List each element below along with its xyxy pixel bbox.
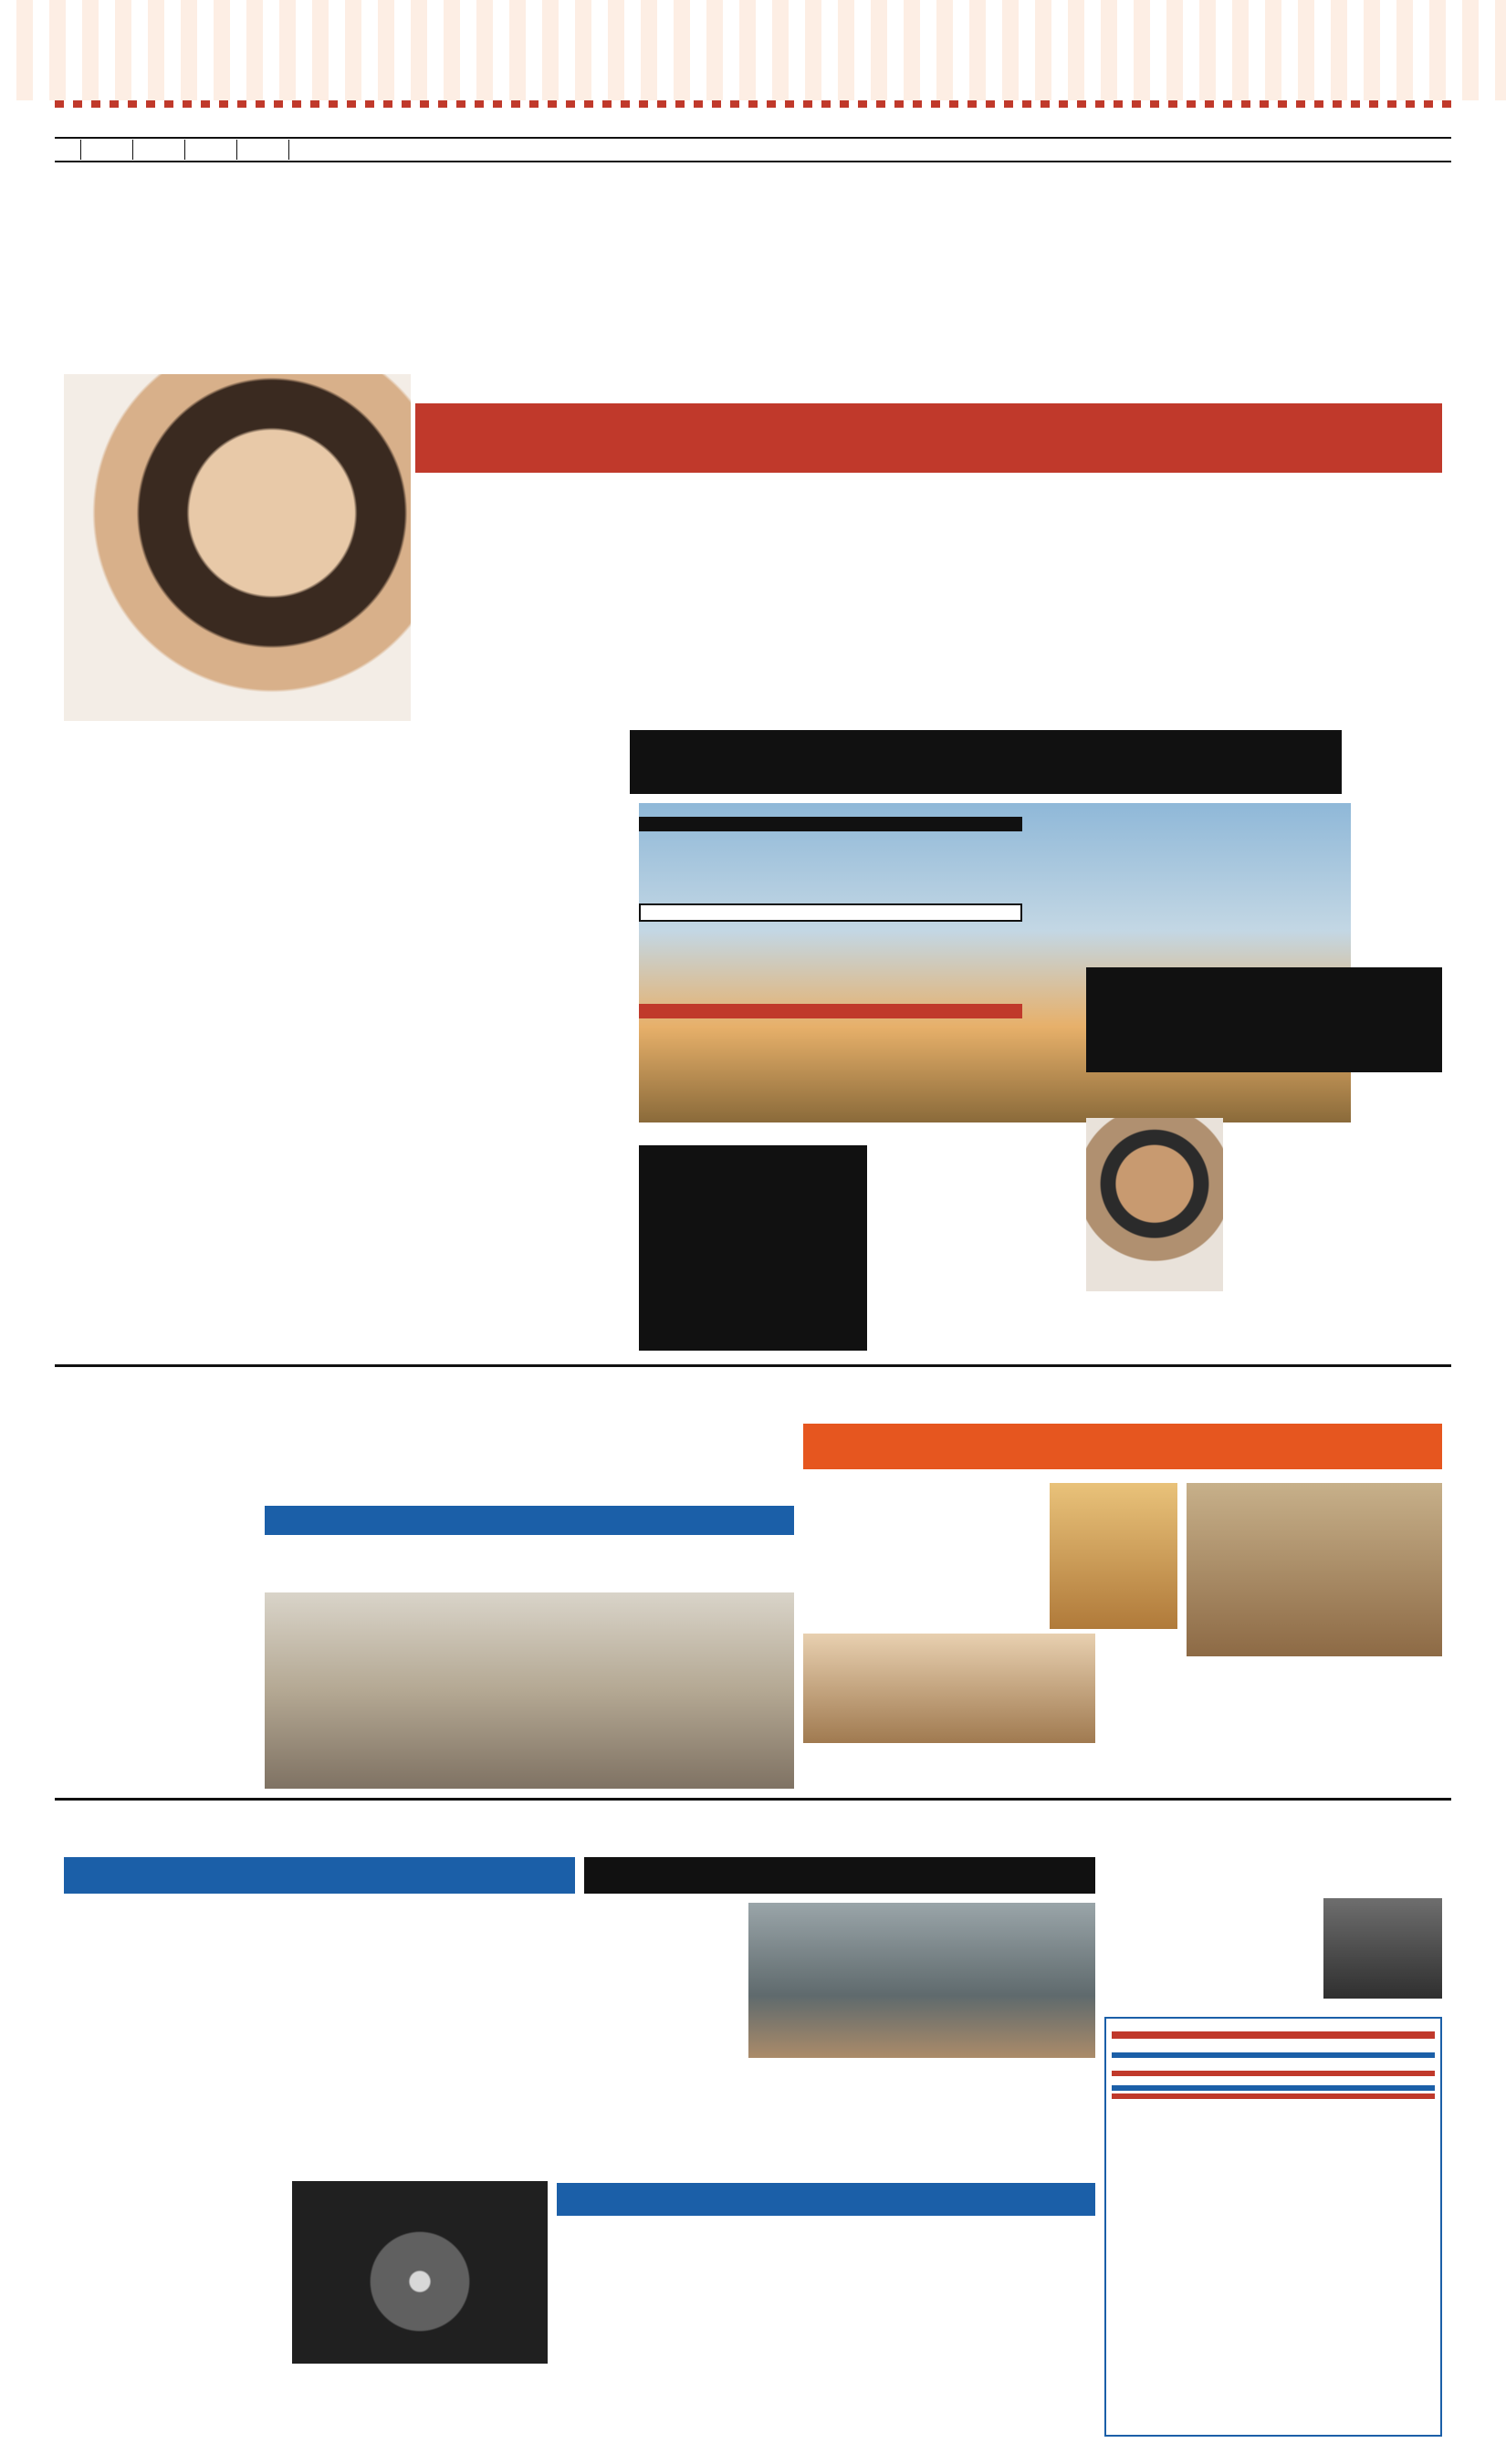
lead-headline — [64, 183, 1442, 374]
sand-sub-1 — [557, 2183, 1095, 2216]
parli-article — [584, 1903, 744, 2053]
sand-article — [64, 2181, 283, 2427]
police-officer-photo — [1086, 1118, 1223, 1291]
sand-mafia-headline — [64, 2062, 1095, 2172]
protest-photo — [265, 1592, 794, 1789]
ad-phone-3 — [1112, 2109, 1435, 2113]
night-raid-photo — [292, 2181, 548, 2364]
ad-doctor-name — [1112, 2031, 1435, 2039]
sand-col-1 — [557, 2368, 657, 2432]
sand-col-2 — [664, 2368, 765, 2432]
accident-article — [1104, 1898, 1314, 2008]
lead-article-col1 — [64, 730, 338, 1360]
drone-callout-3 — [639, 1004, 1022, 1018]
cmyk-mark — [1465, 128, 1479, 183]
beed-headline — [64, 1378, 794, 1488]
ornament-strip — [55, 100, 1451, 108]
ad-intro — [1112, 2024, 1435, 2028]
chief-minister-photo — [64, 374, 411, 721]
ad-mobile — [1112, 2046, 1435, 2050]
ad-diseases-title — [1112, 2085, 1435, 2091]
section-divider — [55, 1364, 1451, 1367]
drone-callout-1 — [639, 817, 1022, 831]
stage-photo — [803, 1634, 1095, 1743]
ad-contact-band — [1112, 2093, 1435, 2099]
railway-station-photo — [748, 1903, 1095, 2058]
fake-article-col1 — [64, 1903, 228, 2053]
doctor-advertisement — [1104, 2017, 1442, 2437]
drone-callout-2 — [639, 903, 1022, 922]
ad-clinic — [1112, 2064, 1435, 2068]
accident-photo — [1323, 1898, 1442, 1999]
ad-sunday-band — [1112, 2052, 1435, 2058]
parli-subheadline — [584, 1857, 1095, 1894]
accident-headline — [1104, 1811, 1442, 1894]
fighter-jet-photo — [639, 803, 1351, 1122]
drone-article-col1 — [639, 1145, 867, 1351]
tarakeshwar-col4 — [803, 1748, 1095, 1793]
sand-col-3 — [772, 2368, 873, 2432]
crowd-photo — [1187, 1483, 1442, 1656]
editor-line — [429, 703, 1086, 725]
fake-certificate-headline — [64, 1811, 575, 1857]
alert-article — [1232, 1118, 1442, 1351]
dateline-bar — [55, 137, 1451, 162]
beed-sub-1 — [265, 1506, 794, 1535]
drone-article-col2 — [876, 1145, 1104, 1351]
alert-headline — [1086, 967, 1442, 1072]
tarakeshwar-col3 — [1278, 1661, 1442, 1770]
beed-article — [64, 1506, 256, 1789]
tarakeshwar-subheadline — [803, 1424, 1442, 1469]
sand-col-5 — [988, 2368, 1095, 2432]
ad-time-2 — [1112, 2071, 1435, 2076]
drone-headline — [630, 730, 1342, 794]
lead-subheadline — [415, 403, 1442, 473]
sand-col-4 — [880, 2368, 980, 2432]
section-divider-2 — [55, 1798, 1451, 1801]
shinde-event-photo — [1050, 1483, 1177, 1629]
infiltration-headline — [539, 488, 1068, 561]
tarakeshwar-col2 — [1104, 1661, 1269, 1770]
fake-article-col3 — [411, 1903, 575, 2053]
tarakeshwar-headline — [803, 1378, 1442, 1424]
parli-headline — [584, 1811, 1095, 1857]
ad-clinic-2 — [1112, 2079, 1435, 2083]
fake-certificate-sub — [64, 1857, 575, 1894]
top-ornament-border — [0, 0, 1506, 100]
tarakeshwar-article — [803, 1483, 1041, 1629]
fake-article-col2 — [237, 1903, 402, 2053]
lead-article-col2 — [347, 730, 621, 1360]
newspaper-title — [429, 557, 1086, 694]
